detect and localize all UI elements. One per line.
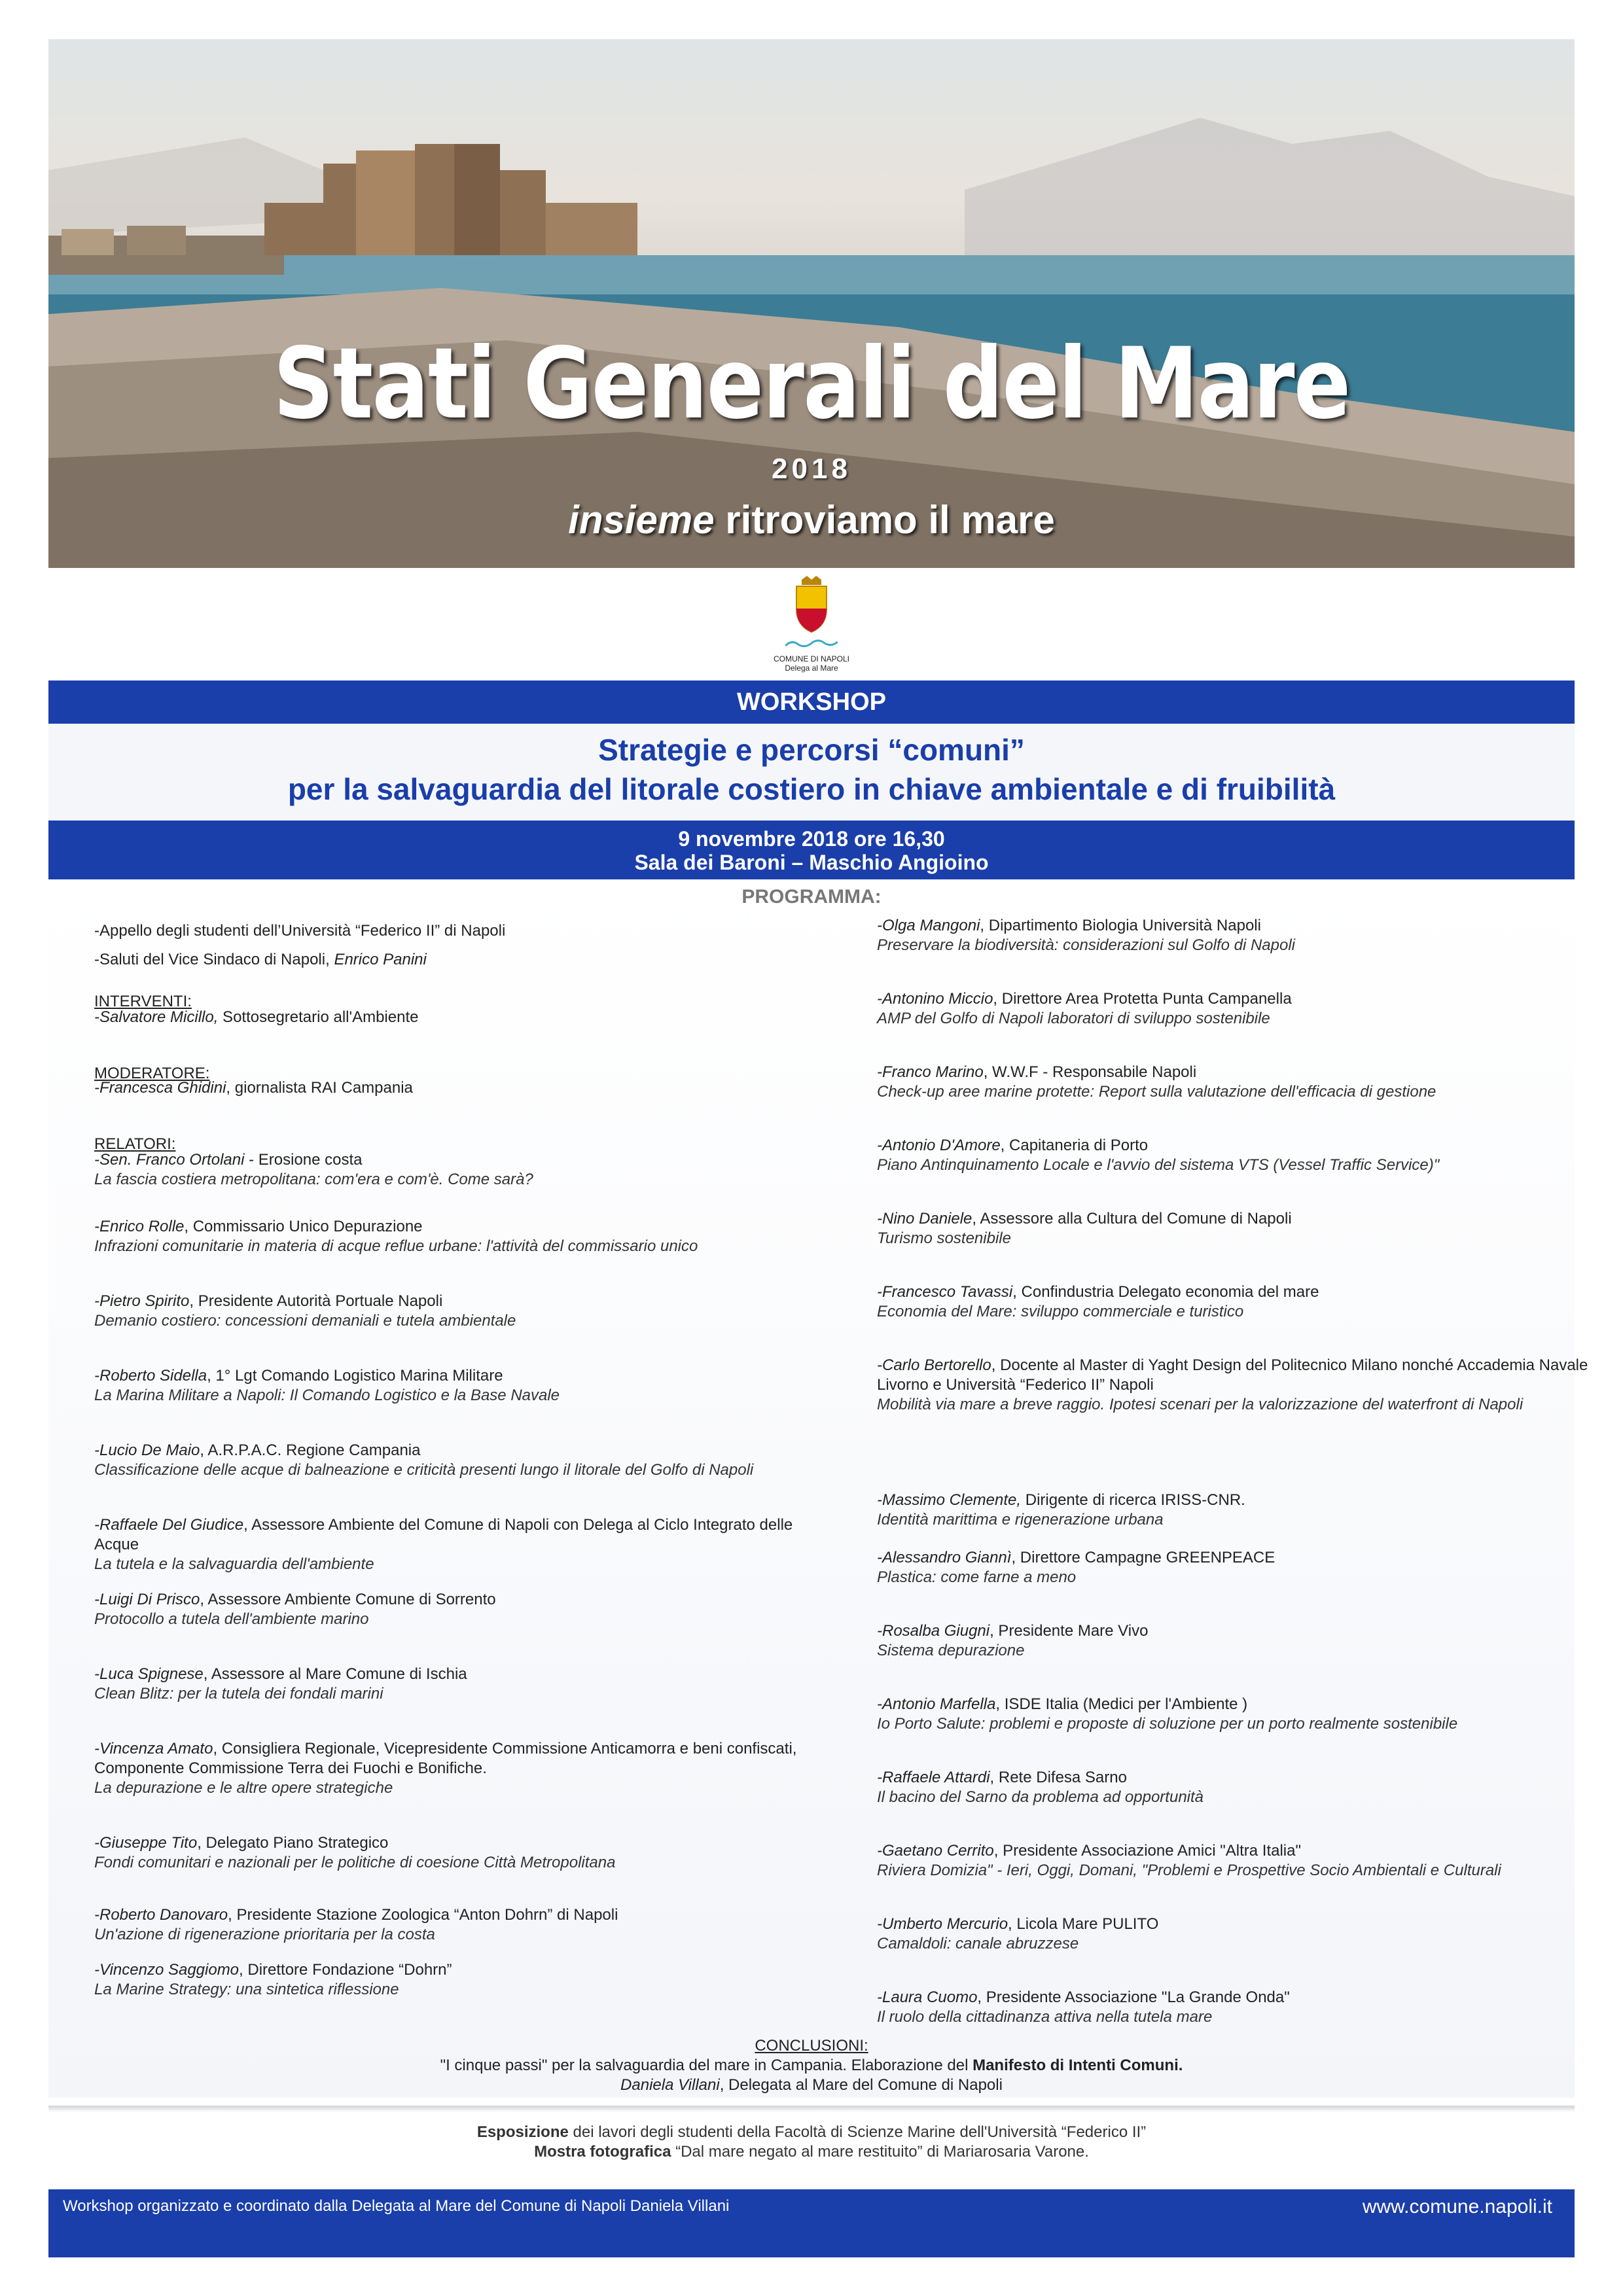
workshop-label-bar: WORKSHOP (48, 680, 1575, 724)
speaker-role: - Erosione costa (244, 1151, 363, 1169)
conclusions (48, 2036, 1575, 2095)
talk-topic: La Marina Militare a Napoli: Il Comando Logistico e la Base Navale (94, 1386, 560, 1404)
exhibition-label: Esposizione (476, 2123, 569, 2141)
speaker-line (94, 1366, 814, 1386)
program-entry (94, 1665, 814, 1704)
program-entry (94, 1292, 814, 1331)
speaker-name: -Gaetano Cerrito (877, 1842, 994, 1860)
speaker-role: , Direttore Fondazione “Dohrn” (239, 1961, 452, 1979)
speaker-role: , ISDE Italia (Medici per l'Ambiente ) (995, 1695, 1248, 1713)
speaker-line (877, 1356, 1597, 1375)
conclusions-heading: CONCLUSIONI: (755, 2037, 868, 2055)
speaker-line (877, 1548, 1597, 1568)
speaker-line (94, 1665, 814, 1684)
speaker-line (94, 1590, 814, 1610)
speaker-name: -Francesca Ghidini (94, 1079, 226, 1097)
program-entry (94, 1905, 814, 1945)
subtitle-line2: per la salvaguardia del litorale costiero in chiave ambientale e di fruibilità (287, 772, 1336, 806)
speaker-role: -Saluti del Vice Sindaco di Napoli, (94, 951, 334, 968)
photo-exhibit-label: Mostra fotografica (534, 2143, 671, 2161)
speaker-name: -Antonino Miccio (877, 990, 993, 1008)
talk-topic: Mobilità via mare a breve raggio. Ipotesi scenari per la valorizzazione del waterfront di Napoli (877, 1396, 1524, 1413)
program-entry (94, 1150, 814, 1190)
program-entry (94, 921, 814, 941)
talk-topic: Infrazioni comunitarie in materia di acque reflue urbane: l'attività del commissario unico (94, 1237, 698, 1255)
speaker-line (94, 1292, 814, 1311)
speaker-role: , Delegato Piano Strategico (197, 1834, 389, 1852)
program-entry (877, 1988, 1597, 2027)
program-entry (877, 1841, 1597, 1881)
speaker-name: -Vincenza Amato (94, 1740, 213, 1757)
speaker-line (94, 1078, 814, 1098)
speaker-line (94, 1441, 814, 1460)
talk-topic: Check-up aree marine protette: Report sulla valutazione dell'efficacia di gestione (877, 1083, 1436, 1101)
speaker-line (877, 1491, 1597, 1510)
program-entry (877, 916, 1597, 955)
speaker-line (877, 1695, 1597, 1714)
program-section (48, 879, 1588, 2098)
workshop-subtitle (48, 724, 1575, 821)
conclusions-text: "I cinque passi" per la salvaguardia del mare in Campania. Elaborazione del (440, 2057, 973, 2074)
logo-line2: Delega al Mare (785, 663, 838, 673)
program-entry (877, 1621, 1597, 1661)
program-entry (877, 1768, 1597, 1807)
event-venue: Sala dei Baroni – Maschio Angioino (634, 851, 989, 874)
program-entry (877, 1695, 1597, 1734)
speaker-line (94, 1217, 814, 1237)
talk-topic: Clean Blitz: per la tutela dei fondali marini (94, 1685, 383, 1703)
speaker-name: -Luca Spignese (94, 1665, 204, 1683)
logo-line1: COMUNE DI NAPOLI (773, 654, 849, 663)
program-entry (94, 1739, 814, 1798)
speaker-line (94, 1515, 814, 1555)
speaker-name: -Massimo Clemente, (877, 1491, 1022, 1509)
talk-topic: Economia del Mare: sviluppo commerciale e turistico (877, 1303, 1244, 1320)
speaker-role: , Presidente Stazione Zoologica “Anton Dohrn” di Napoli (228, 1906, 618, 1924)
talk-topic: Protocollo a tutela dell'ambiente marino (94, 1610, 369, 1628)
program-entry (877, 1491, 1597, 1530)
program-entry (877, 1063, 1597, 1102)
exhibition-info (48, 2123, 1575, 2162)
section-heading-text: MODERATORE: (94, 1065, 210, 1082)
speaker-role: , 1° Lgt Comando Logistico Marina Militare (207, 1367, 503, 1385)
speaker-name: -Laura Cuomo (877, 1988, 978, 2006)
event-tagline (48, 497, 1575, 542)
speaker-name: -Nino Daniele (877, 1210, 972, 1227)
speaker-role: , Dipartimento Biologia Università Napoli (980, 917, 1261, 934)
speaker-role: , Capitaneria di Porto (1000, 1137, 1149, 1154)
speaker-name: -Roberto Sidella (94, 1367, 207, 1385)
talk-topic: Preservare la biodiversità: considerazioni sul Golfo di Napoli (877, 936, 1295, 954)
speaker-line (94, 1833, 814, 1853)
photo-exhibit-text: “Dal mare negato al mare restituito” di Mariarosaria Varone. (671, 2143, 1089, 2161)
talk-topic: Camaldoli: canale abruzzese (877, 1935, 1079, 1952)
program-entry (94, 1441, 814, 1480)
speaker-name: -Roberto Danovaro (94, 1906, 228, 1924)
speaker-role: , Presidente Associazione "La Grande Onda" (977, 1988, 1290, 2006)
speaker-line (877, 1915, 1597, 1934)
program-entry (877, 1915, 1597, 1954)
speaker-line (877, 916, 1597, 936)
event-title: Stati Generali del Mare (273, 327, 1350, 441)
speaker-line (94, 1150, 814, 1170)
divider (48, 2106, 1575, 2112)
program-entry (94, 1366, 814, 1405)
wave-icon (785, 638, 838, 648)
castle-sea-photo (48, 39, 1575, 568)
speaker-line (877, 1063, 1597, 1082)
program-entry (877, 1136, 1597, 1175)
program-entry (94, 950, 814, 970)
speaker-name: -Salvatore Micillo, (94, 1008, 219, 1026)
speaker-line (877, 1136, 1597, 1156)
speaker-name: -Antonio D'Amore (877, 1137, 1001, 1154)
speaker-line (94, 1739, 814, 1759)
speaker-line (877, 1768, 1597, 1788)
talk-topic: La Marine Strategy: una sintetica riflessione (94, 1981, 399, 1998)
speaker-name: -Pietro Spirito (94, 1292, 190, 1310)
speaker-name: -Giuseppe Tito (94, 1834, 198, 1852)
speaker-role: , Assessore Ambiente del Comune di Napoli con Delega al Ciclo Integrato delle Acque (94, 1516, 793, 1553)
speaker-role: , Commissario Unico Depurazione (184, 1218, 423, 1235)
exhibition-text: dei lavori degli studenti della Facoltà di Scienze Marine dell'Università “Federico II” (568, 2123, 1147, 2141)
speaker-role: , Assessore Ambiente Comune di Sorrento (200, 1591, 496, 1608)
speaker-role: , Docente al Master di Yaght Design del Politecnico Milano nonché Accademia Navale (991, 1356, 1588, 1374)
program-heading: PROGRAMMA: (741, 886, 882, 908)
date-venue-bar (48, 821, 1575, 879)
website-link[interactable]: www.comune.napoli.it (1362, 2196, 1552, 2217)
section-heading-text: RELATORI: (94, 1135, 176, 1153)
speaker-name: -Carlo Bertorello (877, 1356, 991, 1374)
speaker-name: -Raffaele Attardi (877, 1769, 990, 1786)
speaker-name: -Enrico Rolle (94, 1218, 185, 1235)
program-entry (877, 1282, 1597, 1322)
comune-napoli-logo (766, 576, 857, 674)
talk-topic: Identità marittima e rigenerazione urbana (877, 1511, 1164, 1528)
speaker-role-cont: Livorno e Università “Federico II” Napoli (877, 1376, 1154, 1394)
talk-topic: La tutela e la salvaguardia dell'ambiente (94, 1555, 374, 1573)
speaker-role: , W.W.F - Responsabile Napoli (983, 1063, 1197, 1081)
program-entry (94, 1590, 814, 1629)
speaker-role: , Presidente Mare Vivo (990, 1622, 1149, 1640)
tagline-rest: ritroviamo il mare (714, 498, 1055, 542)
speaker-role: , Confindustria Delegato economia del mare (1012, 1283, 1319, 1301)
tagline-emphasis: insieme (568, 498, 715, 542)
speaker-role: , Assessore alla Cultura del Comune di Napoli (972, 1210, 1292, 1227)
talk-topic: La depurazione e le altre opere strategiche (94, 1779, 393, 1797)
program-entry (94, 1833, 814, 1873)
talk-topic: AMP del Golfo di Napoli laboratori di sviluppo sostenibile (877, 1010, 1270, 1027)
speaker-name: -Alessandro Giannì (877, 1549, 1012, 1566)
speaker-name: -Luigi Di Prisco (94, 1591, 200, 1608)
speaker-role: , Direttore Campagne GREENPEACE (1011, 1549, 1275, 1566)
speaker-role: , Licola Mare PULITO (1008, 1915, 1159, 1933)
program-entry (94, 1515, 814, 1574)
event-date-time: 9 novembre 2018 ore 16,30 (678, 827, 945, 851)
conclusions-speaker-role: , Delegata al Mare del Comune di Napoli (719, 2076, 1003, 2094)
speaker-name: -Umberto Mercurio (877, 1915, 1008, 1933)
speaker-line (877, 1988, 1597, 2007)
speaker-name: -Lucio De Maio (94, 1441, 200, 1459)
program-entry (94, 1960, 814, 2000)
talk-topic: Riviera Domizia" - Ieri, Oggi, Domani, "Problemi e Prospettive Socio Ambientali e Culturali (877, 1862, 1501, 1879)
program-entry (877, 1548, 1597, 1587)
speaker-name: -Raffaele Del Giudice (94, 1516, 244, 1534)
speaker-line (94, 921, 814, 941)
speaker-role: , Presidente Autorità Portuale Napoli (189, 1292, 443, 1310)
program-entry (877, 989, 1597, 1029)
speaker-role: , Direttore Area Protetta Punta Campanella (993, 990, 1292, 1008)
talk-topic: Un'azione di rigenerazione prioritaria per la costa (94, 1926, 435, 1943)
talk-topic: Demanio costiero: concessioni demaniali e tutela ambientale (94, 1312, 516, 1330)
speaker-line (94, 1008, 814, 1027)
speaker-role: , Assessore al Mare Comune di Ischia (203, 1665, 467, 1683)
speaker-line (877, 1209, 1597, 1229)
speaker-role: Sottosegretario all'Ambiente (218, 1008, 419, 1026)
speaker-name: -Franco Marino (877, 1063, 984, 1081)
talk-topic: Plastica: come farne a meno (877, 1568, 1077, 1586)
coat-of-arms-icon (789, 576, 834, 635)
organizer-note: Workshop organizzato e coordinato dalla Delegata al Mare del Comune di Napoli Daniela Villani (63, 2197, 730, 2215)
speaker-line (94, 950, 814, 970)
speaker-role: , Presidente Associazione Amici "Altra Italia" (993, 1842, 1302, 1860)
speaker-line (877, 1841, 1597, 1861)
event-year: 2018 (772, 453, 851, 485)
footer-bar (48, 2189, 1575, 2257)
speaker-role: , Consigliera Regionale, Vicepresidente Commissione Anticamorra e beni confiscati, (213, 1740, 797, 1757)
program-entry (94, 1008, 814, 1027)
talk-topic: Il bacino del Sarno da problema ad opportunità (877, 1788, 1204, 1806)
speaker-name: -Olga Mangoni (877, 917, 980, 934)
speaker-name: -Antonio Marfella (877, 1695, 996, 1713)
speaker-name: -Rosalba Giugni (877, 1622, 990, 1640)
speaker-line (877, 1621, 1597, 1641)
conclusions-speaker: Daniela Villani (620, 2076, 720, 2094)
speaker-role: , Rete Difesa Sarno (990, 1769, 1127, 1786)
talk-topic: Turismo sostenibile (877, 1229, 1011, 1247)
hero-banner (48, 39, 1575, 568)
speaker-name: Enrico Panini (334, 951, 427, 968)
subtitle-line1: Strategie e percorsi “comuni” (598, 733, 1025, 767)
talk-topic: Classificazione delle acque di balneazione e criticità presenti lungo il litorale del Golfo di Napoli (94, 1461, 754, 1479)
speaker-line (94, 1960, 814, 1980)
speaker-role: Dirigente di ricerca IRISS-CNR. (1021, 1491, 1245, 1509)
speaker-line (877, 989, 1597, 1009)
program-entry (877, 1356, 1597, 1415)
program-entry (877, 1209, 1597, 1248)
program-entry (94, 1078, 814, 1098)
speaker-name: -Vincenzo Saggiomo (94, 1961, 240, 1979)
program-entry (94, 1217, 814, 1256)
talk-topic: Io Porto Salute: problemi e proposte di soluzione per un porto realmente sostenibile (877, 1715, 1458, 1733)
speaker-name: -Sen. Franco Ortolani (94, 1151, 245, 1169)
speaker-line (877, 1282, 1597, 1302)
talk-topic: Sistema depurazione (877, 1642, 1025, 1659)
speaker-name: -Francesco Tavassi (877, 1283, 1013, 1301)
speaker-role-cont: Componente Commissione Terra dei Fuochi e Bonifiche. (94, 1759, 487, 1777)
speaker-line (94, 1905, 814, 1925)
speaker-role: -Appello degli studenti dell’Università “Federico II” di Napoli (94, 922, 506, 940)
speaker-role: , giornalista RAI Campania (226, 1079, 413, 1097)
speaker-role: , A.R.P.A.C. Regione Campania (200, 1441, 421, 1459)
section-heading-text: INTERVENTI: (94, 993, 192, 1010)
manifesto-title: Manifesto di Intenti Comuni. (972, 2057, 1183, 2074)
talk-topic: Piano Antinquinamento Locale e l'avvio del sistema VTS (Vessel Traffic Service)" (877, 1156, 1440, 1174)
talk-topic: Il ruolo della cittadinanza attiva nella tutela mare (877, 2008, 1213, 2026)
talk-topic: La fascia costiera metropolitana: com'era e com'è. Come sarà? (94, 1171, 533, 1188)
talk-topic: Fondi comunitari e nazionali per le politiche di coesione Città Metropolitana (94, 1854, 616, 1871)
